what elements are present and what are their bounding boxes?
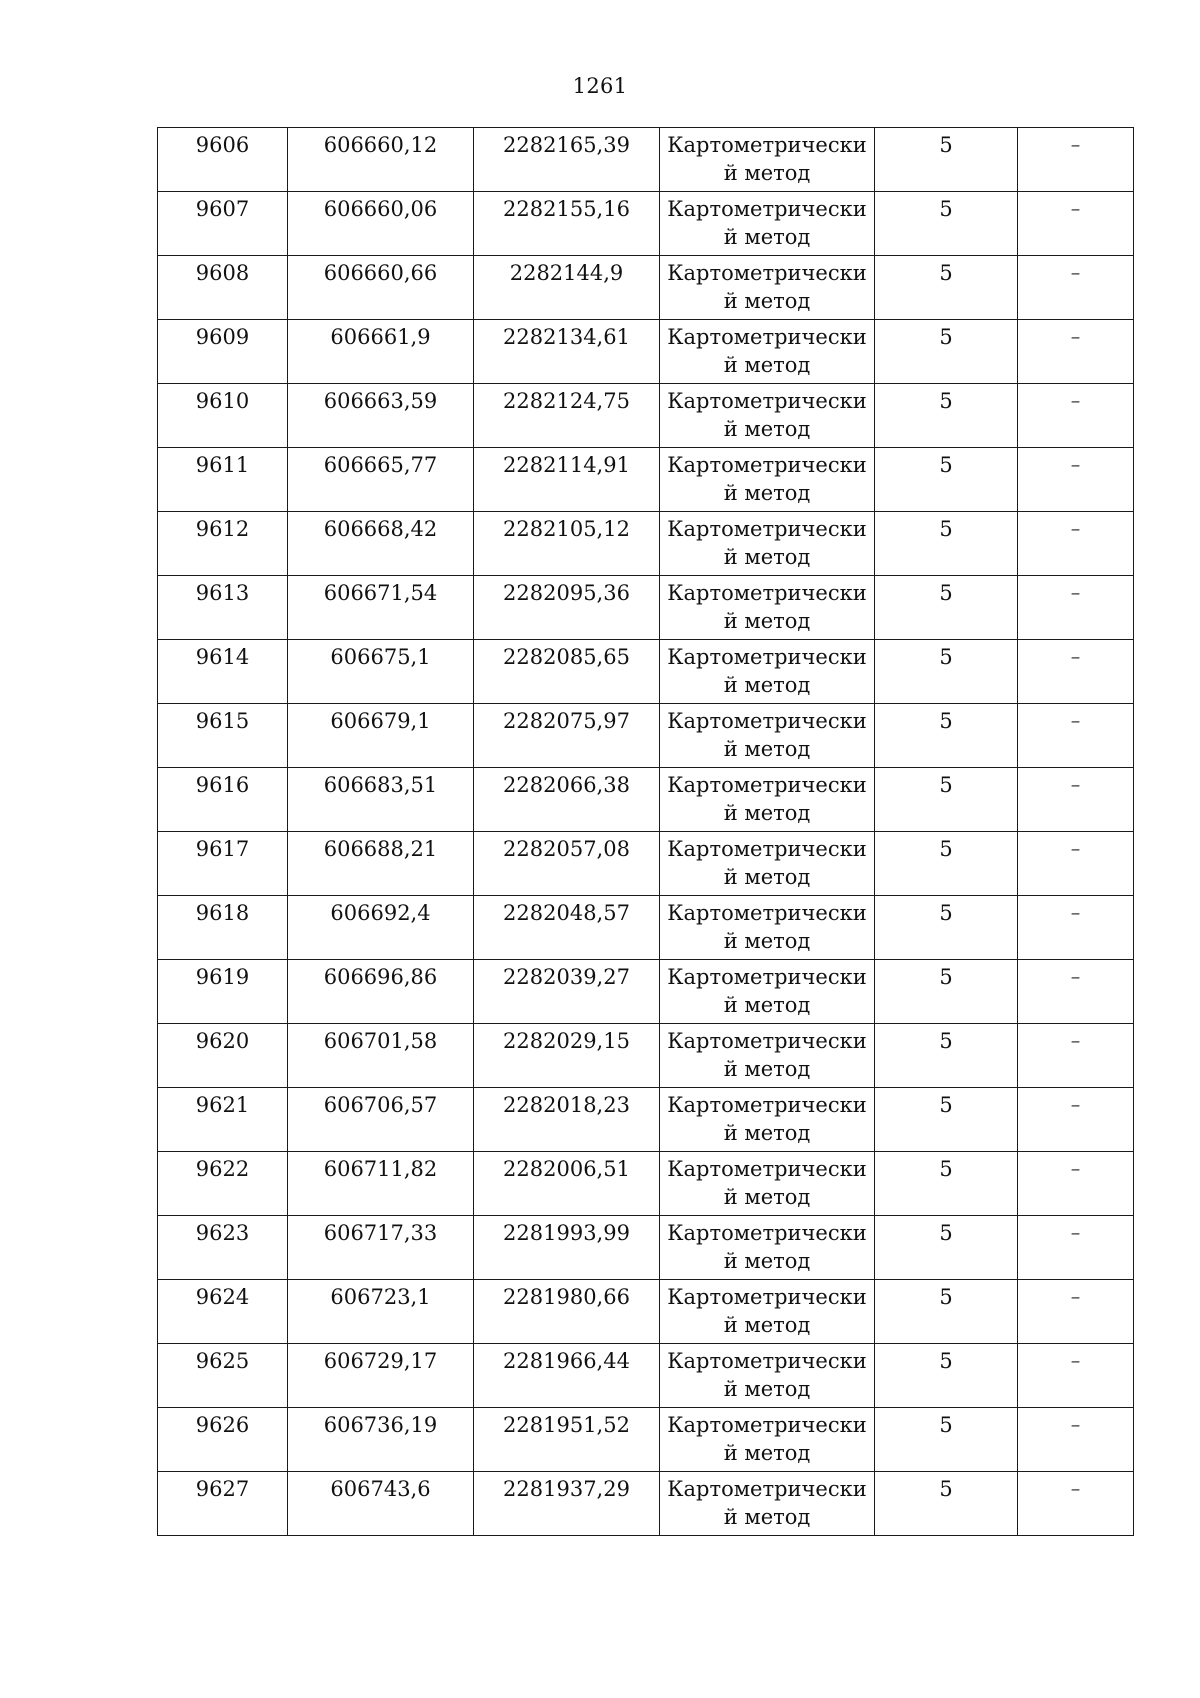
y-coordinate-text: 2282134,61 bbox=[503, 325, 630, 349]
x-coordinate-text: 606661,9 bbox=[330, 325, 431, 349]
accuracy-text: 5 bbox=[939, 773, 953, 797]
table-row bbox=[158, 1472, 1134, 1536]
method-cell bbox=[660, 1408, 875, 1472]
accuracy-cell bbox=[875, 1280, 1018, 1344]
point-number-cell bbox=[158, 1152, 288, 1216]
y-coordinate-cell bbox=[474, 640, 660, 704]
method-cell bbox=[660, 1280, 875, 1344]
point-number-text: 9613 bbox=[195, 581, 250, 605]
y-coordinate-text: 2282057,08 bbox=[503, 837, 630, 861]
y-coordinate-cell bbox=[474, 704, 660, 768]
table-row bbox=[158, 128, 1134, 192]
method-text: Картометрически й метод bbox=[667, 1029, 867, 1081]
table-row bbox=[158, 960, 1134, 1024]
method-cell bbox=[660, 320, 875, 384]
method-cell bbox=[660, 960, 875, 1024]
y-coordinate-text: 2281966,44 bbox=[503, 1349, 630, 1373]
y-coordinate-cell bbox=[474, 768, 660, 832]
method-text: Картометрически й метод bbox=[667, 1285, 867, 1337]
y-coordinate-text: 2281980,66 bbox=[503, 1285, 630, 1309]
point-number-text: 9610 bbox=[195, 389, 250, 413]
dash-text: – bbox=[1070, 1158, 1081, 1180]
method-text: Картометрически й метод bbox=[667, 325, 867, 377]
y-coordinate-cell bbox=[474, 576, 660, 640]
dash-cell bbox=[1018, 960, 1134, 1024]
dash-text: – bbox=[1070, 1222, 1081, 1244]
method-text: Картометрически й метод bbox=[667, 1477, 867, 1529]
y-coordinate-text: 2282155,16 bbox=[503, 197, 630, 221]
method-cell bbox=[660, 1472, 875, 1536]
method-text: Картометрически й метод bbox=[667, 453, 867, 505]
dash-text: – bbox=[1070, 1350, 1081, 1372]
accuracy-cell bbox=[875, 640, 1018, 704]
table-row bbox=[158, 832, 1134, 896]
method-text: Картометрически й метод bbox=[667, 773, 867, 825]
x-coordinate-cell bbox=[288, 1024, 474, 1088]
table-row bbox=[158, 448, 1134, 512]
dash-cell bbox=[1018, 832, 1134, 896]
dash-text: – bbox=[1070, 902, 1081, 924]
dash-text: – bbox=[1070, 966, 1081, 988]
accuracy-cell bbox=[875, 960, 1018, 1024]
x-coordinate-text: 606736,19 bbox=[323, 1413, 438, 1437]
point-number-text: 9619 bbox=[195, 965, 250, 989]
dash-cell bbox=[1018, 512, 1134, 576]
method-cell bbox=[660, 576, 875, 640]
point-number-cell bbox=[158, 320, 288, 384]
accuracy-text: 5 bbox=[939, 1221, 953, 1245]
y-coordinate-text: 2282029,15 bbox=[503, 1029, 630, 1053]
table-row bbox=[158, 1408, 1134, 1472]
point-number-text: 9611 bbox=[195, 453, 250, 477]
dash-text: – bbox=[1070, 454, 1081, 476]
dash-cell bbox=[1018, 1472, 1134, 1536]
accuracy-cell bbox=[875, 896, 1018, 960]
dash-cell bbox=[1018, 1024, 1134, 1088]
point-number-cell bbox=[158, 832, 288, 896]
accuracy-text: 5 bbox=[939, 581, 953, 605]
y-coordinate-cell bbox=[474, 1088, 660, 1152]
method-cell bbox=[660, 128, 875, 192]
method-cell bbox=[660, 896, 875, 960]
table-row bbox=[158, 640, 1134, 704]
table-row bbox=[158, 576, 1134, 640]
dash-cell bbox=[1018, 896, 1134, 960]
dash-cell bbox=[1018, 448, 1134, 512]
dash-cell bbox=[1018, 256, 1134, 320]
accuracy-cell bbox=[875, 1152, 1018, 1216]
point-number-cell bbox=[158, 1344, 288, 1408]
y-coordinate-cell bbox=[474, 1216, 660, 1280]
point-number-text: 9622 bbox=[195, 1157, 250, 1181]
accuracy-text: 5 bbox=[939, 1029, 953, 1053]
y-coordinate-cell bbox=[474, 1152, 660, 1216]
point-number-cell bbox=[158, 192, 288, 256]
accuracy-cell bbox=[875, 1088, 1018, 1152]
dash-cell bbox=[1018, 1088, 1134, 1152]
y-coordinate-cell bbox=[474, 1024, 660, 1088]
point-number-cell bbox=[158, 256, 288, 320]
accuracy-cell bbox=[875, 832, 1018, 896]
accuracy-cell bbox=[875, 768, 1018, 832]
y-coordinate-text: 2282144,9 bbox=[509, 261, 624, 285]
point-number-text: 9617 bbox=[195, 837, 250, 861]
dash-text: – bbox=[1070, 1094, 1081, 1116]
accuracy-text: 5 bbox=[939, 517, 953, 541]
point-number-cell bbox=[158, 768, 288, 832]
method-text: Картометрически й метод bbox=[667, 965, 867, 1017]
point-number-text: 9606 bbox=[195, 133, 250, 157]
accuracy-cell bbox=[875, 256, 1018, 320]
accuracy-text: 5 bbox=[939, 837, 953, 861]
y-coordinate-cell bbox=[474, 512, 660, 576]
accuracy-text: 5 bbox=[939, 1093, 953, 1117]
y-coordinate-cell bbox=[474, 384, 660, 448]
method-text: Картометрически й метод bbox=[667, 133, 867, 185]
method-cell bbox=[660, 1344, 875, 1408]
x-coordinate-cell bbox=[288, 1472, 474, 1536]
method-text: Картометрически й метод bbox=[667, 837, 867, 889]
x-coordinate-cell bbox=[288, 1088, 474, 1152]
method-text: Картометрически й метод bbox=[667, 581, 867, 633]
dash-text: – bbox=[1070, 518, 1081, 540]
y-coordinate-cell bbox=[474, 448, 660, 512]
table-row bbox=[158, 1024, 1134, 1088]
y-coordinate-text: 2282165,39 bbox=[503, 133, 630, 157]
x-coordinate-text: 606717,33 bbox=[323, 1221, 438, 1245]
dash-text: – bbox=[1070, 1030, 1081, 1052]
y-coordinate-text: 2281951,52 bbox=[503, 1413, 630, 1437]
dash-cell bbox=[1018, 1344, 1134, 1408]
x-coordinate-text: 606729,17 bbox=[323, 1349, 438, 1373]
accuracy-text: 5 bbox=[939, 453, 953, 477]
x-coordinate-text: 606679,1 bbox=[330, 709, 431, 733]
accuracy-cell bbox=[875, 1024, 1018, 1088]
accuracy-cell bbox=[875, 1408, 1018, 1472]
table-row bbox=[158, 320, 1134, 384]
table-row bbox=[158, 704, 1134, 768]
method-text: Картометрически й метод bbox=[667, 645, 867, 697]
x-coordinate-text: 606665,77 bbox=[323, 453, 438, 477]
method-cell bbox=[660, 192, 875, 256]
x-coordinate-cell bbox=[288, 896, 474, 960]
method-text: Картометрически й метод bbox=[667, 1221, 867, 1273]
method-cell bbox=[660, 512, 875, 576]
method-text: Картометрически й метод bbox=[667, 261, 867, 313]
point-number-cell bbox=[158, 448, 288, 512]
accuracy-cell bbox=[875, 192, 1018, 256]
dash-text: – bbox=[1070, 134, 1081, 156]
accuracy-text: 5 bbox=[939, 709, 953, 733]
method-cell bbox=[660, 256, 875, 320]
x-coordinate-cell bbox=[288, 384, 474, 448]
accuracy-text: 5 bbox=[939, 325, 953, 349]
accuracy-cell bbox=[875, 448, 1018, 512]
dash-text: – bbox=[1070, 838, 1081, 860]
point-number-cell bbox=[158, 1216, 288, 1280]
accuracy-cell bbox=[875, 128, 1018, 192]
table-row bbox=[158, 1152, 1134, 1216]
accuracy-text: 5 bbox=[939, 645, 953, 669]
dash-cell bbox=[1018, 1216, 1134, 1280]
x-coordinate-text: 606660,66 bbox=[323, 261, 438, 285]
point-number-text: 9609 bbox=[195, 325, 250, 349]
accuracy-cell bbox=[875, 576, 1018, 640]
point-number-text: 9614 bbox=[195, 645, 250, 669]
x-coordinate-text: 606675,1 bbox=[330, 645, 431, 669]
accuracy-text: 5 bbox=[939, 1285, 953, 1309]
dash-text: – bbox=[1070, 1478, 1081, 1500]
dash-text: – bbox=[1070, 646, 1081, 668]
dash-cell bbox=[1018, 704, 1134, 768]
x-coordinate-cell bbox=[288, 960, 474, 1024]
y-coordinate-cell bbox=[474, 1280, 660, 1344]
x-coordinate-text: 606701,58 bbox=[323, 1029, 438, 1053]
x-coordinate-text: 606663,59 bbox=[323, 389, 438, 413]
y-coordinate-cell bbox=[474, 1472, 660, 1536]
point-number-cell bbox=[158, 1024, 288, 1088]
point-number-cell bbox=[158, 1472, 288, 1536]
point-number-text: 9620 bbox=[195, 1029, 250, 1053]
accuracy-text: 5 bbox=[939, 1349, 953, 1373]
dash-cell bbox=[1018, 128, 1134, 192]
x-coordinate-cell bbox=[288, 704, 474, 768]
table-row bbox=[158, 1088, 1134, 1152]
x-coordinate-cell bbox=[288, 128, 474, 192]
table-row bbox=[158, 768, 1134, 832]
accuracy-cell bbox=[875, 1344, 1018, 1408]
point-number-text: 9616 bbox=[195, 773, 250, 797]
x-coordinate-text: 606683,51 bbox=[323, 773, 438, 797]
y-coordinate-cell bbox=[474, 1408, 660, 1472]
x-coordinate-cell bbox=[288, 512, 474, 576]
y-coordinate-cell bbox=[474, 896, 660, 960]
point-number-cell bbox=[158, 576, 288, 640]
point-number-text: 9615 bbox=[195, 709, 250, 733]
accuracy-text: 5 bbox=[939, 1413, 953, 1437]
dash-text: – bbox=[1070, 262, 1081, 284]
x-coordinate-cell bbox=[288, 256, 474, 320]
dash-text: – bbox=[1070, 198, 1081, 220]
table-row bbox=[158, 1280, 1134, 1344]
accuracy-text: 5 bbox=[939, 901, 953, 925]
point-number-text: 9608 bbox=[195, 261, 250, 285]
y-coordinate-cell bbox=[474, 256, 660, 320]
dash-cell bbox=[1018, 1408, 1134, 1472]
method-text: Картометрически й метод bbox=[667, 709, 867, 761]
x-coordinate-cell bbox=[288, 576, 474, 640]
y-coordinate-text: 2281937,29 bbox=[503, 1477, 630, 1501]
dash-cell bbox=[1018, 1152, 1134, 1216]
accuracy-text: 5 bbox=[939, 1157, 953, 1181]
point-number-text: 9618 bbox=[195, 901, 250, 925]
x-coordinate-text: 606723,1 bbox=[330, 1285, 431, 1309]
y-coordinate-text: 2282105,12 bbox=[503, 517, 630, 541]
x-coordinate-text: 606743,6 bbox=[330, 1477, 431, 1501]
coordinates-table-body bbox=[158, 128, 1134, 1536]
point-number-text: 9623 bbox=[195, 1221, 250, 1245]
x-coordinate-cell bbox=[288, 1408, 474, 1472]
table-row bbox=[158, 1216, 1134, 1280]
coordinates-table bbox=[157, 127, 1134, 1536]
x-coordinate-text: 606711,82 bbox=[323, 1157, 438, 1181]
y-coordinate-cell bbox=[474, 128, 660, 192]
y-coordinate-text: 2282039,27 bbox=[503, 965, 630, 989]
y-coordinate-text: 2282006,51 bbox=[503, 1157, 630, 1181]
method-cell bbox=[660, 704, 875, 768]
dash-text: – bbox=[1070, 326, 1081, 348]
point-number-text: 9627 bbox=[195, 1477, 250, 1501]
y-coordinate-cell bbox=[474, 320, 660, 384]
x-coordinate-text: 606671,54 bbox=[323, 581, 438, 605]
y-coordinate-text: 2282048,57 bbox=[503, 901, 630, 925]
dash-text: – bbox=[1070, 710, 1081, 732]
point-number-text: 9607 bbox=[195, 197, 250, 221]
accuracy-cell bbox=[875, 1472, 1018, 1536]
y-coordinate-cell bbox=[474, 192, 660, 256]
dash-cell bbox=[1018, 1280, 1134, 1344]
point-number-text: 9624 bbox=[195, 1285, 250, 1309]
accuracy-text: 5 bbox=[939, 261, 953, 285]
y-coordinate-cell bbox=[474, 832, 660, 896]
x-coordinate-cell bbox=[288, 768, 474, 832]
x-coordinate-text: 606688,21 bbox=[323, 837, 438, 861]
point-number-text: 9612 bbox=[195, 517, 250, 541]
point-number-cell bbox=[158, 704, 288, 768]
point-number-text: 9626 bbox=[195, 1413, 250, 1437]
x-coordinate-text: 606660,12 bbox=[323, 133, 438, 157]
y-coordinate-text: 2281993,99 bbox=[503, 1221, 630, 1245]
x-coordinate-cell bbox=[288, 1152, 474, 1216]
dash-cell bbox=[1018, 640, 1134, 704]
method-cell bbox=[660, 448, 875, 512]
point-number-cell bbox=[158, 640, 288, 704]
method-cell bbox=[660, 1024, 875, 1088]
method-cell bbox=[660, 640, 875, 704]
dash-cell bbox=[1018, 768, 1134, 832]
accuracy-text: 5 bbox=[939, 1477, 953, 1501]
table-row bbox=[158, 512, 1134, 576]
accuracy-text: 5 bbox=[939, 965, 953, 989]
method-text: Картометрически й метод bbox=[667, 1413, 867, 1465]
method-text: Картометрически й метод bbox=[667, 901, 867, 953]
table-row bbox=[158, 1344, 1134, 1408]
method-cell bbox=[660, 832, 875, 896]
y-coordinate-cell bbox=[474, 960, 660, 1024]
x-coordinate-text: 606668,42 bbox=[323, 517, 438, 541]
accuracy-text: 5 bbox=[939, 133, 953, 157]
method-text: Картометрически й метод bbox=[667, 197, 867, 249]
y-coordinate-text: 2282018,23 bbox=[503, 1093, 630, 1117]
dash-text: – bbox=[1070, 1286, 1081, 1308]
point-number-cell bbox=[158, 384, 288, 448]
point-number-cell bbox=[158, 1088, 288, 1152]
accuracy-text: 5 bbox=[939, 389, 953, 413]
y-coordinate-text: 2282114,91 bbox=[503, 453, 630, 477]
point-number-text: 9621 bbox=[195, 1093, 250, 1117]
point-number-cell bbox=[158, 128, 288, 192]
accuracy-cell bbox=[875, 512, 1018, 576]
table-row bbox=[158, 384, 1134, 448]
method-cell bbox=[660, 1152, 875, 1216]
x-coordinate-cell bbox=[288, 640, 474, 704]
x-coordinate-text: 606692,4 bbox=[330, 901, 431, 925]
point-number-cell bbox=[158, 960, 288, 1024]
x-coordinate-text: 606706,57 bbox=[323, 1093, 438, 1117]
table-row bbox=[158, 256, 1134, 320]
dash-cell bbox=[1018, 384, 1134, 448]
x-coordinate-cell bbox=[288, 1344, 474, 1408]
method-text: Картометрически й метод bbox=[667, 1349, 867, 1401]
y-coordinate-text: 2282066,38 bbox=[503, 773, 630, 797]
dash-text: – bbox=[1070, 774, 1081, 796]
page-number: 1261 bbox=[572, 74, 628, 98]
y-coordinate-cell bbox=[474, 1344, 660, 1408]
method-text: Картометрически й метод bbox=[667, 517, 867, 569]
x-coordinate-cell bbox=[288, 448, 474, 512]
y-coordinate-text: 2282124,75 bbox=[503, 389, 630, 413]
table-row bbox=[158, 896, 1134, 960]
dash-text: – bbox=[1070, 582, 1081, 604]
dash-cell bbox=[1018, 320, 1134, 384]
point-number-cell bbox=[158, 896, 288, 960]
x-coordinate-text: 606660,06 bbox=[323, 197, 438, 221]
accuracy-cell bbox=[875, 320, 1018, 384]
dash-cell bbox=[1018, 576, 1134, 640]
x-coordinate-cell bbox=[288, 832, 474, 896]
method-cell bbox=[660, 384, 875, 448]
point-number-cell bbox=[158, 512, 288, 576]
dash-text: – bbox=[1070, 1414, 1081, 1436]
method-cell bbox=[660, 768, 875, 832]
point-number-cell bbox=[158, 1280, 288, 1344]
dash-cell bbox=[1018, 192, 1134, 256]
x-coordinate-cell bbox=[288, 320, 474, 384]
x-coordinate-cell bbox=[288, 1280, 474, 1344]
x-coordinate-text: 606696,86 bbox=[323, 965, 438, 989]
dash-text: – bbox=[1070, 390, 1081, 412]
y-coordinate-text: 2282095,36 bbox=[503, 581, 630, 605]
x-coordinate-cell bbox=[288, 192, 474, 256]
point-number-cell bbox=[158, 1408, 288, 1472]
y-coordinate-text: 2282085,65 bbox=[503, 645, 630, 669]
accuracy-cell bbox=[875, 1216, 1018, 1280]
table-row bbox=[158, 192, 1134, 256]
accuracy-cell bbox=[875, 384, 1018, 448]
x-coordinate-cell bbox=[288, 1216, 474, 1280]
method-text: Картометрически й метод bbox=[667, 1093, 867, 1145]
accuracy-text: 5 bbox=[939, 197, 953, 221]
y-coordinate-text: 2282075,97 bbox=[503, 709, 630, 733]
point-number-text: 9625 bbox=[195, 1349, 250, 1373]
method-text: Картометрически й метод bbox=[667, 1157, 867, 1209]
accuracy-cell bbox=[875, 704, 1018, 768]
method-text: Картометрически й метод bbox=[667, 389, 867, 441]
method-cell bbox=[660, 1088, 875, 1152]
method-cell bbox=[660, 1216, 875, 1280]
